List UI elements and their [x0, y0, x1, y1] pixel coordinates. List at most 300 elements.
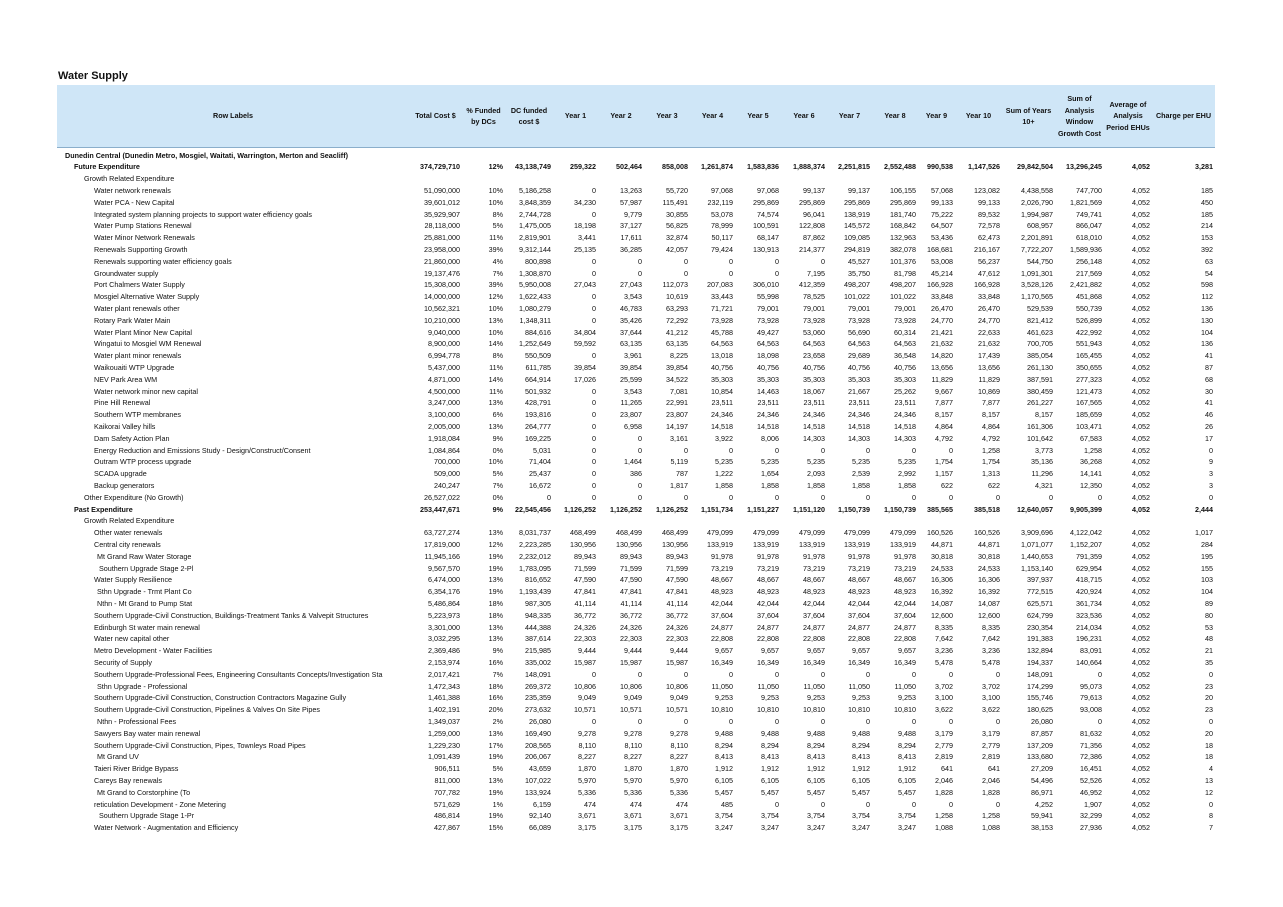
column-header[interactable]: Year 2 [598, 85, 644, 148]
table-cell: 8,335 [982, 622, 1000, 632]
table-cell [827, 174, 872, 186]
row-label: Water Supply Resilience [94, 575, 173, 585]
table-cell: 55,720 [666, 186, 688, 196]
column-header[interactable]: Year 6 [781, 85, 827, 148]
table-cell: 1,754 [935, 457, 953, 467]
table-cell: 13,656 [978, 363, 1000, 373]
column-header[interactable]: Year 5 [735, 85, 781, 148]
table-cell: 115,491 [662, 197, 688, 207]
table-cell: 4,052 [1132, 186, 1150, 196]
table-cell: 24,326 [620, 622, 642, 632]
table-cell: 28,118,000 [424, 221, 460, 231]
table-cell: 1,088 [935, 823, 953, 833]
table-cell: 14,518 [894, 422, 916, 432]
table-cell: 622 [988, 481, 1000, 490]
table-cell: 0 [638, 445, 642, 455]
table-cell: 130,956 [570, 539, 596, 549]
table-cell: 306,010 [753, 280, 779, 290]
table-cell: 0 [821, 799, 825, 809]
table-cell: 3,754 [761, 811, 779, 821]
column-header[interactable]: Charge per EHU [1152, 85, 1215, 148]
table-cell: 50,117 [711, 233, 733, 243]
table-row [57, 586, 1215, 598]
table-cell: 136 [1201, 339, 1213, 349]
table-cell: 3,179 [935, 728, 953, 738]
table-cell: 24,326 [666, 622, 688, 632]
table-row [57, 445, 1215, 457]
table-cell: 2,005,000 [428, 422, 460, 432]
table-cell: 3,301,000 [428, 622, 460, 632]
row-label: Dunedin Central (Dunedin Metro, Mosgiel, Waitati, Warrington, Merton and Seacliff) [65, 150, 348, 160]
table-cell: 8,294 [761, 740, 779, 750]
table-cell: 2,017,421 [428, 669, 460, 679]
table-cell: 498,207 [890, 280, 916, 290]
table-row [57, 374, 1215, 386]
table-cell: 0 [775, 256, 779, 266]
table-cell: 25,599 [620, 374, 642, 384]
column-header[interactable]: Year 10 [955, 85, 1002, 148]
table-cell: 1,622,433 [519, 292, 551, 302]
table-cell: 1,017 [1195, 528, 1213, 538]
table-cell: 8,413 [898, 752, 916, 762]
table-cell: 68 [1205, 374, 1213, 384]
row-label: Mt Grand to Corstorphine (To [97, 787, 191, 797]
table-cell: 2,552,488 [884, 162, 916, 172]
table-cell: 284 [1201, 539, 1213, 549]
table-cell: 3,100 [935, 693, 953, 703]
table-cell: 3,175 [578, 823, 596, 833]
table-cell [1152, 148, 1215, 162]
table-cell: 261,227 [1027, 398, 1053, 408]
row-label: Southern Upgrade-Civil Construction, Construction Contractors Magazine Gully [94, 693, 347, 703]
table-cell: 0 [866, 445, 870, 455]
table-row [57, 669, 1215, 681]
table-cell: 6,105 [807, 775, 825, 785]
table-cell: 57,987 [620, 197, 642, 207]
table-cell: 3,247,000 [428, 398, 460, 408]
table-cell: 4,052 [1132, 386, 1150, 396]
table-cell: 0 [729, 256, 733, 266]
table-cell: 629,954 [1076, 563, 1102, 573]
table-cell: 40,756 [803, 363, 825, 373]
table-cell: 112,073 [662, 280, 688, 290]
table-cell: 214 [1201, 221, 1213, 231]
table-cell: 8,227 [670, 752, 688, 762]
table-cell: 80 [1205, 610, 1213, 620]
table-cell: 9,278 [624, 728, 642, 738]
row-label: Taieri River Bridge Bypass [94, 764, 179, 774]
table-cell: 13 [1205, 775, 1213, 785]
table-cell: 5,970 [578, 775, 596, 785]
column-header[interactable]: % Funded by DCs [462, 85, 505, 148]
table-cell: 4,052 [1132, 422, 1150, 432]
table-cell: 195 [1201, 551, 1213, 561]
table-cell: 1,126,252 [610, 504, 642, 514]
table-cell: 5,336 [578, 787, 596, 797]
table-cell: 1,126,252 [564, 504, 596, 514]
table-cell: 16,392 [978, 587, 1000, 597]
table-cell: 169,225 [525, 433, 551, 443]
table-row [57, 433, 1215, 445]
table-cell: 0 [592, 445, 596, 455]
table-cell: 137,209 [1027, 740, 1053, 750]
table-cell: 232,119 [707, 197, 733, 207]
table-cell: 0 [996, 799, 1000, 809]
table-cell [955, 148, 1002, 162]
table-cell: 2,232,012 [519, 551, 551, 561]
table-cell: 295,869 [844, 197, 870, 207]
table-cell: 1,147,526 [968, 162, 1000, 172]
table-cell: 1,157 [935, 469, 953, 479]
table-cell: 273,632 [525, 705, 551, 715]
table-row [57, 492, 1215, 504]
column-header[interactable]: Year 1 [553, 85, 598, 148]
table-cell: 91,978 [757, 551, 779, 561]
column-header[interactable]: Year 4 [690, 85, 735, 148]
column-header[interactable]: Year 8 [872, 85, 918, 148]
table-row [57, 811, 1215, 823]
table-cell: 15,987 [574, 657, 596, 667]
table-cell: 39,854 [574, 363, 596, 373]
row-label: Sawyers Bay water main renewal [94, 728, 201, 738]
table-cell: 4,052 [1132, 728, 1150, 738]
table-cell: 3,543 [624, 292, 642, 302]
table-cell: 14% [488, 339, 503, 349]
table-cell: 1,994,987 [1021, 209, 1053, 219]
table-cell: 48,923 [711, 587, 733, 597]
table-cell: 169,490 [525, 728, 551, 738]
table-cell: 22,545,456 [515, 504, 551, 514]
table-cell: 509,000 [434, 469, 460, 479]
table-cell: 0 [638, 492, 642, 502]
table-cell: 544,750 [1027, 256, 1053, 266]
table-cell: 1,912 [807, 764, 825, 774]
table-cell: 9,253 [761, 693, 779, 703]
table-cell: 1,754 [982, 457, 1000, 467]
table-cell: 167,565 [1076, 398, 1102, 408]
column-header[interactable]: DC funded cost $ [505, 85, 553, 148]
table-cell: 9,488 [898, 728, 916, 738]
table-cell [644, 148, 690, 162]
table-cell: 23,511 [711, 398, 733, 408]
table-cell: 132,963 [890, 233, 916, 243]
row-label: Other Expenditure (No Growth) [84, 492, 184, 502]
table-cell: 59,592 [574, 339, 596, 349]
table-cell: 4,052 [1132, 292, 1150, 302]
table-cell: 8,294 [898, 740, 916, 750]
table-cell: 1,907 [1084, 799, 1102, 809]
table-cell: 277,323 [1076, 374, 1102, 384]
table-cell: 56,825 [666, 221, 688, 231]
table-cell: 24,770 [978, 315, 1000, 325]
table-cell: 174,299 [1027, 681, 1053, 691]
table-cell: 13% [488, 422, 503, 432]
table-cell: 35,136 [1031, 457, 1053, 467]
table-cell: 21 [1205, 646, 1213, 656]
table-cell: 0 [547, 492, 551, 502]
table-cell: 14,820 [931, 351, 953, 361]
table-cell: 3,528,126 [1021, 280, 1053, 290]
table-cell: 34,230 [574, 197, 596, 207]
table-cell [1152, 174, 1215, 186]
table-cell: 526,899 [1076, 315, 1102, 325]
table-cell: 0 [912, 445, 916, 455]
row-label: Southern WTP membranes [94, 410, 181, 420]
table-cell: 0 [684, 268, 688, 278]
table-cell: 1,259,000 [428, 728, 460, 738]
table-cell: 47,612 [978, 268, 1000, 278]
table-cell: 15,308,000 [424, 280, 460, 290]
table-cell: 0 [592, 492, 596, 502]
table-cell: 16,306 [978, 575, 1000, 585]
table-row [57, 622, 1215, 634]
table-row [57, 303, 1215, 315]
table-cell: 787 [676, 469, 688, 479]
table-cell: 468,499 [570, 528, 596, 538]
table-cell: 83,091 [1080, 646, 1102, 656]
table-cell: 14,087 [931, 598, 953, 608]
table-row [57, 775, 1215, 787]
column-header[interactable]: Total Cost $ [409, 85, 462, 148]
table-cell: 5,970 [624, 775, 642, 785]
table-cell: 47,590 [574, 575, 596, 585]
table-cell: 608,957 [1027, 221, 1053, 231]
table-row [57, 386, 1215, 398]
table-cell: 0 [912, 669, 916, 679]
table-cell: 6,354,176 [428, 587, 460, 597]
column-header[interactable]: Average of Analysis Period EHUs [1104, 85, 1152, 148]
table-cell: 1,858 [852, 481, 870, 490]
table-cell: 1,440,653 [1021, 551, 1053, 561]
table-row [57, 268, 1215, 280]
table-cell: 16,306 [931, 575, 953, 585]
table-row [57, 162, 1215, 174]
table-cell: 0 [996, 716, 1000, 726]
table-cell: 194,337 [1027, 657, 1053, 667]
table-cell: 13% [488, 775, 503, 785]
table-cell: 4,052 [1132, 681, 1150, 691]
table-cell: 2,819 [982, 752, 1000, 762]
table-cell: 4,052 [1132, 398, 1150, 408]
column-header[interactable]: Sum of Years 10+ [1002, 85, 1055, 148]
table-cell: 63,727,274 [424, 528, 460, 538]
table-cell: 10% [488, 457, 503, 467]
table-cell: 42,044 [757, 598, 779, 608]
table-row [57, 504, 1215, 516]
table-row [57, 645, 1215, 657]
table-cell: 3,100 [982, 693, 1000, 703]
table-cell: 22,991 [666, 398, 688, 408]
table-cell [918, 174, 955, 186]
row-label: Future Expenditure [74, 162, 140, 172]
table-cell: 42,044 [894, 598, 916, 608]
table-row [57, 787, 1215, 799]
table-cell: 3,922 [715, 433, 733, 443]
table-cell: 479,099 [890, 528, 916, 538]
table-cell: 7,081 [670, 386, 688, 396]
table-cell: 18 [1205, 752, 1213, 762]
table-row [57, 209, 1215, 221]
table-cell [918, 148, 955, 162]
table-row [57, 339, 1215, 351]
table-cell [644, 516, 690, 528]
table-cell: 2,223,285 [519, 539, 551, 549]
column-header[interactable]: Year 7 [827, 85, 872, 148]
column-header[interactable]: Sum of Analysis Window Growth Cost [1055, 85, 1104, 148]
table-cell: 19% [488, 551, 503, 561]
table-cell: 6,994,778 [428, 351, 460, 361]
column-header[interactable]: Year 9 [918, 85, 955, 148]
table-cell: 121,473 [1076, 386, 1102, 396]
table-cell: 800,898 [525, 256, 551, 266]
table-cell: 4,052 [1132, 209, 1150, 219]
table-cell: 9,278 [670, 728, 688, 738]
table-cell: 11% [489, 386, 503, 396]
table-cell: 1,858 [898, 481, 916, 490]
table-row [57, 197, 1215, 209]
row-label: Water Minor Network Renewals [94, 233, 195, 243]
table-row [57, 398, 1215, 410]
row-label: Growth Related Expenditure [84, 516, 175, 526]
table-cell: 133,919 [799, 539, 825, 549]
table-cell: 5,186,258 [519, 186, 551, 196]
table-cell: 700,705 [1027, 339, 1053, 349]
table-cell: 0 [592, 351, 596, 361]
table-cell: 22,808 [848, 634, 870, 644]
table-cell: 103,471 [1076, 422, 1102, 432]
table-cell [462, 174, 505, 186]
table-cell: 207,083 [707, 280, 733, 290]
column-header[interactable]: Row Labels [57, 85, 409, 148]
table-cell: 230,354 [1027, 622, 1053, 632]
table-cell: 0 [1049, 492, 1053, 502]
table-row [57, 362, 1215, 374]
table-cell: 1,084,864 [428, 445, 460, 455]
table-cell: 0 [684, 716, 688, 726]
table-cell: 9,444 [670, 646, 688, 656]
table-cell: 8,413 [715, 752, 733, 762]
table-cell: 20 [1205, 693, 1213, 703]
table-cell: 24,326 [574, 622, 596, 632]
table-cell: 468,499 [662, 528, 688, 538]
table-cell: 16,349 [757, 657, 779, 667]
table-cell: 3,754 [715, 811, 733, 821]
table-cell: 551,943 [1076, 339, 1102, 349]
table-cell: 2,046 [935, 775, 953, 785]
table-cell: 387,614 [525, 634, 551, 644]
table-cell: 884,616 [525, 327, 551, 337]
table-cell: 133,919 [707, 539, 733, 549]
row-label: Southern Upgrade-Professional Fees, Engineering Consultants Concepts/Investigation Sta [94, 669, 383, 679]
table-cell: 10,806 [620, 681, 642, 691]
table-cell: 4,052 [1132, 339, 1150, 349]
table-cell: 42,044 [848, 598, 870, 608]
table-cell: 7,722,207 [1021, 245, 1053, 255]
table-cell: 387,591 [1027, 374, 1053, 384]
table-cell: 44,871 [978, 539, 1000, 549]
row-label: Nthn - Professional Fees [97, 716, 177, 726]
table-cell: 47,590 [620, 575, 642, 585]
table-cell: 11,296 [1031, 469, 1053, 479]
table-cell: 166,928 [974, 280, 1000, 290]
table-cell: 10,810 [803, 705, 825, 715]
table-cell: 1,783,095 [519, 563, 551, 573]
table-cell: 0 [592, 410, 596, 420]
table-cell: 707,782 [434, 787, 460, 797]
table-cell: 8,031,737 [519, 528, 551, 538]
table-cell: 16,392 [931, 587, 953, 597]
table-cell: 18,067 [803, 386, 825, 396]
table-cell [1055, 516, 1104, 528]
table-cell: 0 [638, 268, 642, 278]
table-cell: 9,657 [715, 646, 733, 656]
row-label: Water PCA - New Capital [94, 197, 175, 207]
table-cell: 5,235 [715, 457, 733, 467]
table-cell: 0 [1098, 716, 1102, 726]
table-cell: 0 [775, 268, 779, 278]
table-cell: 45,788 [711, 327, 733, 337]
table-cell: 89,943 [620, 551, 642, 561]
table-cell: 866,047 [1076, 221, 1102, 231]
table-cell: 641 [988, 764, 1000, 774]
table-cell: 9,253 [715, 693, 733, 703]
table-cell: 56,690 [848, 327, 870, 337]
table-cell: 0 [949, 492, 953, 502]
table-cell: 35,426 [620, 315, 642, 325]
table-cell [409, 516, 462, 528]
table-cell: 7,642 [982, 634, 1000, 644]
table-cell: 1,888,374 [793, 162, 825, 172]
table-cell: 0 [775, 669, 779, 679]
table-cell: 1,258 [982, 445, 1000, 455]
table-cell: 385,054 [1027, 351, 1053, 361]
table-cell: 3,622 [982, 705, 1000, 715]
table-cell: 95,073 [1080, 681, 1102, 691]
table-cell: 78,525 [803, 292, 825, 302]
table-row [57, 457, 1215, 469]
table-row [57, 598, 1215, 610]
table-cell: 99,133 [931, 197, 953, 207]
table-cell: 39% [488, 280, 503, 290]
table-cell: 47,841 [666, 587, 688, 597]
table-row [57, 822, 1215, 834]
table-cell: 4,122,042 [1070, 528, 1102, 538]
table-cell: 71,404 [529, 457, 551, 467]
table-cell: 206,067 [525, 752, 551, 762]
column-header[interactable]: Year 3 [644, 85, 690, 148]
table-cell: 397,937 [1027, 575, 1053, 585]
table-row [57, 740, 1215, 752]
table-cell: 1,912 [898, 764, 916, 774]
table-cell: 1,080,279 [519, 304, 551, 314]
table-cell: 24,346 [757, 410, 779, 420]
table-cell: 11,050 [848, 681, 870, 691]
table-cell: 0 [638, 669, 642, 679]
table-cell: 17,819,000 [424, 539, 460, 549]
table-cell: 16% [488, 657, 503, 667]
table-cell: 64,507 [931, 221, 953, 231]
table-cell: 4,052 [1132, 221, 1150, 231]
table-cell: 8,157 [982, 410, 1000, 420]
table-cell: 153 [1201, 233, 1213, 243]
table-cell: 27,936 [1080, 823, 1102, 833]
table-cell [735, 148, 781, 162]
table-cell: 0 [729, 268, 733, 278]
table-cell: 40,756 [757, 363, 779, 373]
table-cell: 295,869 [753, 197, 779, 207]
table-cell: 2,819,901 [519, 233, 551, 243]
table-cell: 4,052 [1132, 657, 1150, 667]
